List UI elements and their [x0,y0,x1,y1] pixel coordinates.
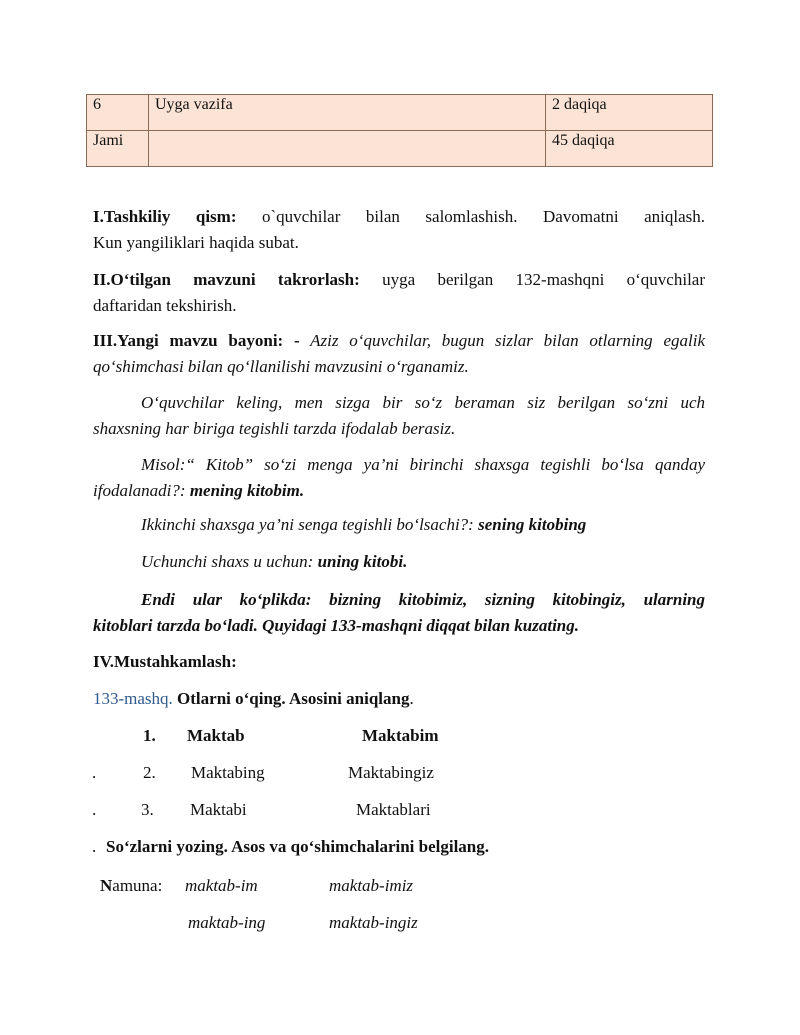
paragraph-5-line-1: Endi ular ko‘plikda: bizning kitobimiz, sizning kitobingiz, ularning [141,590,705,609]
table-cell-number: 6 [87,95,149,131]
section-2-line-2: daftaridan tekshirish. [93,296,237,315]
paragraph-5-line-2: kitoblari tarzda bo‘ladi. Quyidagi 133-mashqni diqqat bilan kuzating. [93,616,579,635]
task-instruction: So‘zlarni yozing. Asos va qo‘shimchalarini belgilang. [106,837,490,856]
section-3-text: Aziz o‘quvchilar, bugun sizlar bilan otlarning egalik [299,331,705,350]
list-lead-dot: . [92,763,97,782]
exercise-number: 133-mashq. [93,689,173,708]
paragraph-2-answer: mening kitobim. [189,481,305,500]
list-word: Maktabing [191,763,265,782]
section-2-text: uyga berilgan 132-mashqni o‘quvchilar [359,270,706,289]
exercise-dot: . [409,689,414,708]
list-word-possessive: Maktabingiz [348,763,434,782]
sample-label-initial: N [100,876,113,895]
table-cell-number: Jami [87,131,149,167]
paragraph-3-question: Ikkinchi shaxsga ya’ni senga tegishli bo‘lsachi?: [141,515,479,534]
sample-word: maktab-ing [188,913,266,932]
sample-word: maktab-imiz [329,876,414,895]
list-number: 2. [143,763,156,782]
table-cell-activity [149,131,546,167]
paragraph-4-answer: uning kitobi. [317,552,408,571]
section-1-text: o`quvchilar bilan salomlashish. Davomatni aniqlash. [236,207,705,226]
paragraph-2-line-2 [93,478,705,504]
table-cell-time: 45 daqiqa [546,131,713,167]
list-word: Maktabi [190,800,247,819]
paragraph-2-question: ifodalanadi?: [93,481,190,500]
list-number: 1. [143,726,156,745]
section-1-heading: I.Tashkiliy qism: [93,207,237,226]
section-2-heading: II.O‘tilgan mavzuni takrorlash: [93,270,360,289]
table-row [87,131,713,167]
list-lead-dot: . [92,800,97,819]
sample-label [100,873,162,899]
table-row [87,95,713,131]
paragraph-1-line-2: shaxsning har biriga tegishli tarzda ifodalab berasiz. [93,419,456,438]
list-word-possessive: Maktabim [362,726,439,745]
paragraph-4 [141,549,705,575]
section-3-heading: III.Yangi mavzu bayoni: - [93,331,300,350]
task-lead-dot: . [92,837,97,856]
table-cell-activity: Uyga vazifa [149,95,546,131]
list-number: 3. [141,800,154,819]
sample-word: maktab-ingiz [329,913,418,932]
sample-word: maktab-im [185,876,258,895]
sample-label-rest: amuna: [112,876,163,895]
paragraph-4-question: Uchunchi shaxs u uchun: [141,552,318,571]
paragraph-2-line-1: Misol:“ Kitob” so‘zi menga ya’ni birinchi shaxsga tegishli bo‘lsa qanday [141,455,705,474]
section-4-heading: IV.Mustahkamlash: [93,652,237,671]
paragraph-3 [141,512,705,538]
section-3-line-2: qo‘shimchasi bilan qo‘llanilishi mavzusini o‘rganamiz. [93,357,469,376]
exercise-title [93,686,705,712]
list-word: Maktab [187,726,245,745]
paragraph-3-answer: sening kitobing [478,515,587,534]
table-cell-time: 2 daqiqa [546,95,713,131]
lesson-plan-table [86,94,713,167]
section-2-line-1 [93,267,705,293]
section-1-line-1 [93,204,705,230]
paragraph-1-line-1: O‘quvchilar keling, men sizga bir so‘z beraman siz berilgan so‘zni uch [141,393,705,412]
section-3-line-1 [93,328,705,354]
list-word-possessive: Maktablari [356,800,431,819]
section-1-line-2: Kun yangiliklari haqida subat. [93,233,299,252]
exercise-instruction: Otlarni o‘qing. Asosini aniqlang [172,689,410,708]
